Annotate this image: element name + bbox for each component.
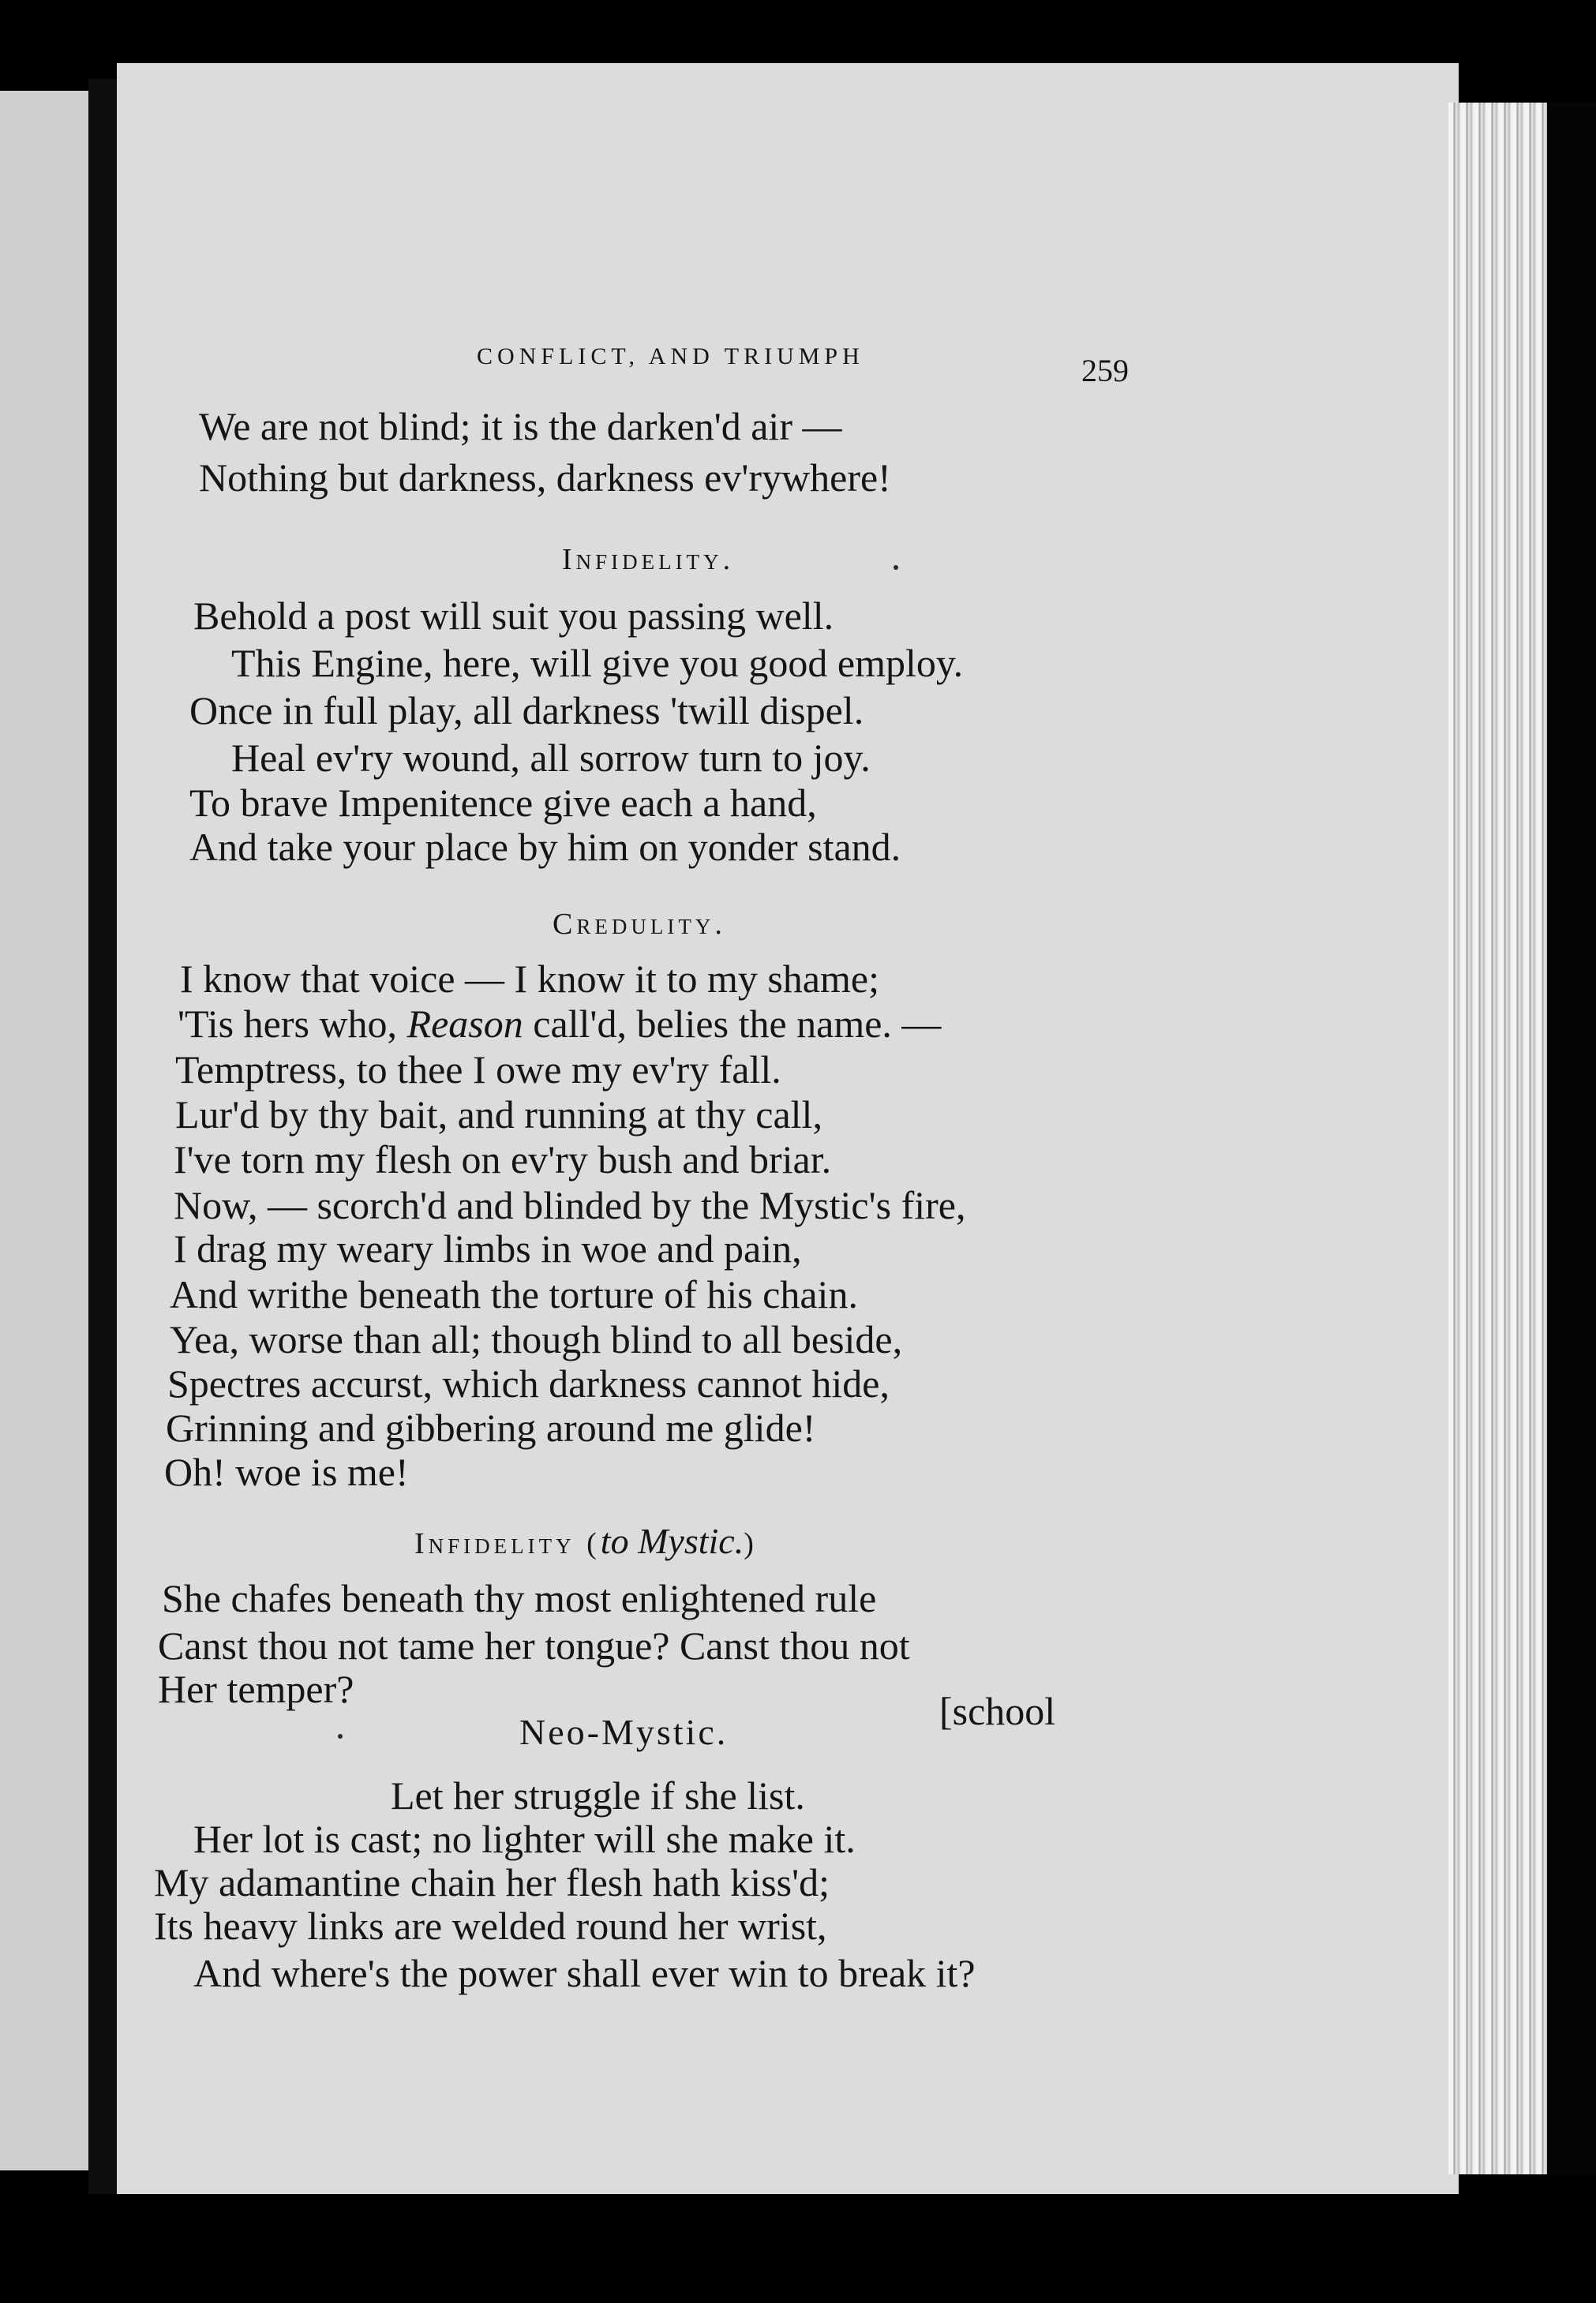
verse-line: Temptress, to thee I owe my ev'ry fall. [175,1047,781,1092]
verse-line: Heal ev'ry wound, all sorrow turn to joy. [231,736,871,780]
stage-direction-open: ( [586,1527,601,1560]
verse-line: Now, — scorch'd and blinded by the Mystic's fire, [174,1183,966,1227]
verse-line: We are not blind; it is the darken'd air — [199,404,842,448]
speaker-heading [414,1523,758,1560]
verse-line: I drag my weary limbs in woe and pain, [174,1226,802,1271]
verse-fragment: call'd, belies the name. — [523,1002,942,1046]
running-head: CONFLICT, AND TRIUMPH [477,343,864,369]
right-margin-shadow [1547,103,1596,2174]
verse-line: Her temper? [158,1667,354,1711]
speaker-heading: Neo-Mystic. [519,1712,729,1752]
verse-line: Spectres accurst, which darkness cannot hide, [167,1361,890,1406]
verse-line: Its heavy links are welded round her wrist, [154,1904,827,1948]
speck [338,1734,343,1739]
stage-direction: to Mystic. [600,1521,744,1561]
verse-line: This Engine, here, will give you good employ. [231,641,964,685]
verse-line: I know that voice — I know it to my shame; [180,957,879,1001]
gutter-shadow [88,79,118,2194]
verse-line: Oh! woe is me! [164,1450,409,1494]
stage-direction-close: ) [744,1527,758,1560]
page-edges [1448,103,1547,2174]
verse-line: My adamantine chain her flesh hath kiss'd; [154,1860,830,1904]
verse-fragment: 'Tis hers who, [178,1002,407,1046]
verse-line: Her lot is cast; no lighter will she make it. [193,1817,856,1861]
speaker-heading: Infidelity. [562,543,735,576]
speaker-heading: Credulity. [553,908,726,941]
verse-line: Canst thou not tame her tongue? Canst thou not [158,1623,910,1668]
verse-line: Behold a post will suit you passing well. [193,594,834,638]
verse-line: She chafes beneath thy most enlightened rule [162,1576,877,1620]
verse-line: And writhe beneath the torture of his chain. [170,1272,858,1316]
verse-line [178,1002,942,1046]
verse-line: To brave Impenitence give each a hand, [189,781,817,825]
page-number: 259 [1081,353,1129,388]
verse-line: Let her struggle if she list. [391,1773,805,1818]
speck [894,565,898,570]
verse-line: Once in full play, all darkness 'twill dispel. [189,688,864,732]
left-page-edge [0,91,88,2170]
verse-line: Yea, worse than all; though blind to all beside, [170,1317,903,1361]
verse-line: Grinning and gibbering around me glide! [166,1406,816,1450]
turnover-word: [school [939,1689,1056,1733]
verse-line: Lur'd by thy bait, and running at thy call, [175,1092,822,1137]
verse-line: Nothing but darkness, darkness ev'rywhere! [199,455,891,500]
verse-line: And take your place by him on yonder stand. [189,825,901,869]
italic-word: Reason [406,1002,523,1046]
speaker-name: Infidelity [414,1527,575,1560]
verse-line: I've torn my flesh on ev'ry bush and briar. [174,1137,832,1181]
verse-line: And where's the power shall ever win to break it? [193,1951,976,1995]
